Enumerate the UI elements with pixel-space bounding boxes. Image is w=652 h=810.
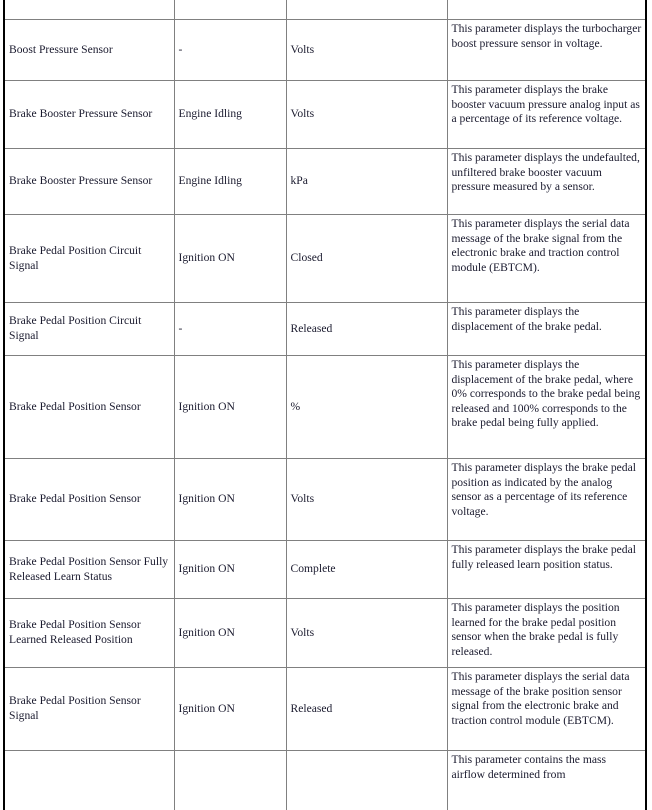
cell-description [447,541,646,599]
cell-condition [174,81,286,149]
cell-description-text: This parameter displays the turbocharger boost pressure sensor in voltage. [451,22,642,50]
cell-condition-text: - [178,321,183,335]
cell-parameter-name [4,541,174,599]
cell-parameter-name [4,215,174,303]
cell-units [286,599,447,668]
cell-units [286,541,447,599]
cell-units [286,459,447,541]
cell-units [286,668,447,751]
cell-parameter-name-text: Brake Pedal Position Sensor Learned Released Position [9,618,141,646]
cell-units-text: Volts [290,107,315,121]
cell-condition-text: Ignition ON [178,251,235,265]
cell-parameter-name-text: Boost Pressure Sensor [9,42,113,56]
cell-parameter-name-text: Brake Booster Pressure Sensor [9,107,153,121]
cell-description [447,599,646,668]
cell-description-text: This parameter displays the brake pedal fully released learn position status. [451,543,636,571]
cell-parameter-name-text: Brake Pedal Position Sensor Fully Released Learn Status [9,554,169,583]
cell-condition [174,0,286,20]
cell-parameter-name [4,599,174,668]
cell-units [286,303,447,356]
cell-parameter-name-text: Brake Pedal Position Sensor [9,399,141,413]
cell-description-text: This parameter displays the undefaulted, unfiltered brake booster vacuum pressure measured by a sensor. [451,151,640,194]
cell-condition [174,149,286,215]
cell-condition-text: Engine Idling [178,107,242,121]
cell-description-text: This parameter displays the brake pedal position as indicated by the analog sensor as a percentage of its reference voltage. [451,461,636,518]
cell-description-text: This parameter displays the position learned for the brake pedal position sensor when the brake pedal is fully released. [451,601,620,658]
cell-units-text: Closed [290,251,323,265]
cell-description-text: This parameter contains the mass airflow determined from [451,753,607,781]
table-body [4,0,646,810]
cell-units [286,20,447,81]
cell-condition-text: Ignition ON [178,625,235,639]
cell-condition-text: - [178,42,183,56]
cell-description [447,459,646,541]
cell-units-text: Volts [290,625,315,639]
cell-condition [174,356,286,459]
cell-description [447,149,646,215]
cell-condition [174,303,286,356]
table-row [4,541,646,599]
cell-description-text: This parameter displays the brake booster vacuum pressure analog input as a percentage of its reference voltage. [451,83,640,126]
cell-condition [174,541,286,599]
cell-description-text: This parameter displays the serial data message of the brake position sensor signal from the electronic brake and traction control module (EBTCM). [451,670,630,727]
table-row [4,668,646,751]
cell-units-text: Volts [290,42,315,56]
cell-units-text: Volts [290,492,315,506]
cell-parameter-name [4,668,174,751]
cell-units [286,81,447,149]
cell-parameter-name [4,751,174,810]
cell-parameter-name [4,356,174,459]
cell-parameter-name-text: Brake Pedal Position Sensor Signal [9,694,141,722]
table-row [4,356,646,459]
cell-condition-text: Ignition ON [178,562,235,576]
table-row [4,20,646,81]
cell-parameter-name-text: Brake Pedal Position Circuit Signal [9,314,142,342]
cell-units-text: kPa [290,174,308,188]
cell-units [286,751,447,810]
cell-parameter-name [4,303,174,356]
cell-description [447,751,646,810]
cell-description-text: This parameter displays the serial data message of the brake signal from the electronic brake and traction control module (EBTCM). [451,217,630,274]
cell-description [447,215,646,303]
cell-parameter-name-text: Brake Pedal Position Circuit Signal [9,243,142,272]
cell-condition [174,20,286,81]
cell-condition [174,599,286,668]
cell-description [447,81,646,149]
cell-description-text: This parameter displays the displacement of the brake pedal, where 0% corresponds to the brake pedal being released and 100% corresponds to the brake pedal being fully applied. [451,358,641,430]
cell-description [447,356,646,459]
cell-condition-text: Ignition ON [178,701,235,715]
cell-units-text: % [290,399,301,413]
table-row [4,149,646,215]
parameter-table [3,0,647,810]
cell-parameter-name [4,81,174,149]
cell-units [286,215,447,303]
cell-condition [174,751,286,810]
table-row [4,303,646,356]
cell-parameter-name-text: Brake Booster Pressure Sensor [9,174,153,188]
cell-units [286,0,447,20]
cell-condition-text: Ignition ON [178,492,235,506]
table-row [4,81,646,149]
cell-parameter-name [4,20,174,81]
cell-parameter-name [4,0,174,20]
table-row [4,599,646,668]
cell-description [447,303,646,356]
table-row [4,0,646,20]
cell-condition [174,459,286,541]
cell-condition [174,668,286,751]
cell-condition-text: Ignition ON [178,399,235,413]
cell-description-text: This parameter displays the displacement of the brake pedal. [451,305,602,333]
table-row [4,459,646,541]
cell-units-text: Released [290,701,333,715]
cell-units [286,149,447,215]
cell-parameter-name-text: Brake Pedal Position Sensor [9,492,141,506]
table-row [4,215,646,303]
cell-units-text: Released [290,321,333,335]
cell-condition-text: Engine Idling [178,174,242,188]
table-row [4,751,646,810]
cell-description [447,20,646,81]
cell-units [286,356,447,459]
cell-units-text: Complete [290,562,336,576]
cell-parameter-name [4,149,174,215]
cell-description [447,0,646,20]
cell-condition [174,215,286,303]
cell-parameter-name [4,459,174,541]
cell-description [447,668,646,751]
